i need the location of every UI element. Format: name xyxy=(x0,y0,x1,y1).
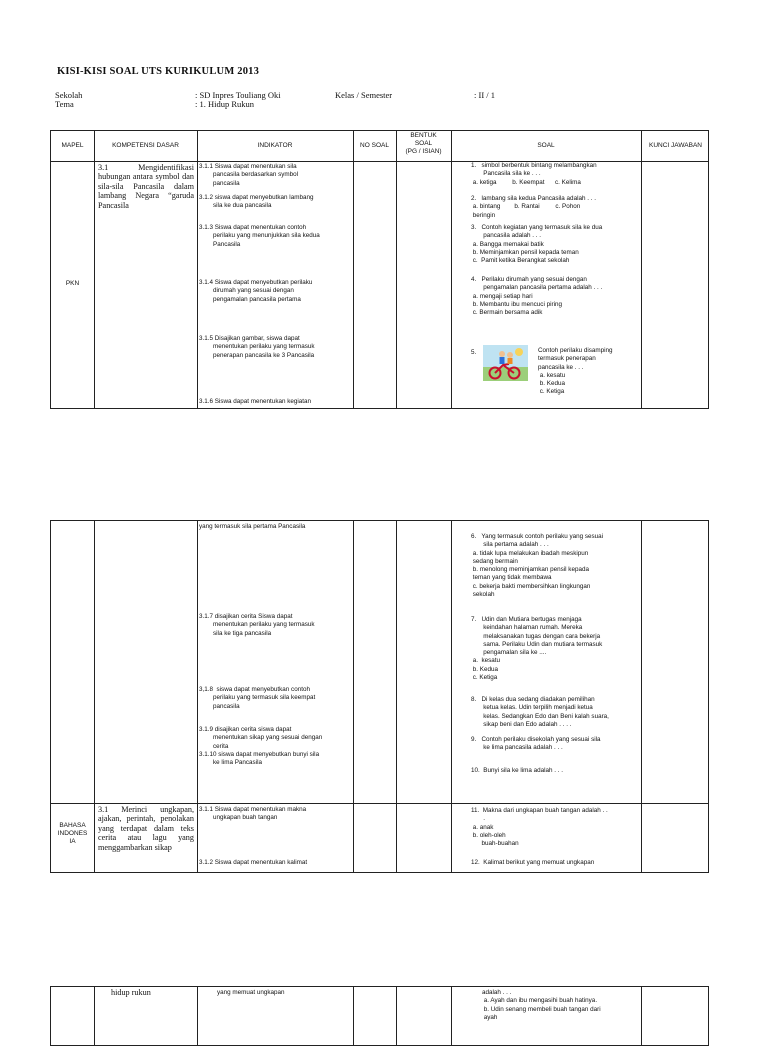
tema-label: Tema xyxy=(55,99,74,109)
indikator-3-1-5: 3.1.5 Disajikan gambar, siswa dapat menentukan perilaku yang termasuk penerapan pancasila ke 3 Pancasila xyxy=(199,335,315,359)
soal-2: 2. lambang sila kedua Pancasila adalah . . . a. bintang b. Rantai c. Pohon beringin xyxy=(471,195,596,219)
indikator-3-1-9: 3.1.9 disajikan cerita siswa dapat menentukan sikap yang sesuai dengan cerita 3.1.10 siswa dapat menyebutkan bunyi sila ke lima Pancasila xyxy=(199,726,323,767)
header-bentuk-soal: BENTUK SOAL (PG / ISIAN) xyxy=(405,132,442,155)
sekolah-label: Sekolah xyxy=(55,90,83,100)
header-kompetensi-dasar: KOMPETENSI DASAR xyxy=(112,142,179,149)
kompetensi-dasar-3-1: 3.1 Mengidentifikasi hubungan antara symbol dan sila-sila Pancasila dalam lambang Negara “garuda Pancasila xyxy=(98,163,194,210)
kompetensi-dasar-bi-cont: hidup rukun xyxy=(111,988,151,997)
header-indikator: INDIKATOR xyxy=(257,142,293,149)
soal-9: 9. Contoh perilaku disekolah yang sesuai sila ke lima pancasila adalah . . . xyxy=(471,736,601,752)
soal-5: Contoh perilaku disamping termasuk penerapan pancasila ke . . . a. kesatu b. Kedua c. Ketiga xyxy=(538,347,613,396)
soal-6: 6. Yang termasuk contoh perilaku yang sesuai sila pertama adalah . . . a. tidak lupa melakukan ibadah meskipun sedang bermain b. menolong meminjamkan pensil kepada teman yang tidak membawa c. bekerja bakti membersihkan lingkungan sekolah xyxy=(471,533,604,599)
soal-10: 10. Bunyi sila ke lima adalah . . . xyxy=(471,767,564,774)
children-cycling-illustration xyxy=(483,345,528,381)
indikator-3-1-7: 3.1.7 disajikan cerita Siswa dapat menentukan perilaku yang termasuk sila ke tiga pancasila xyxy=(199,613,315,637)
soal-12-cont: adalah . . . a. Ayah dan ibu mengasihi buah hatinya. b. Udin senang membeli buah tangan dari ayah xyxy=(482,989,601,1021)
indikator-3-1-8: 3,1.8 siswa dapat menyebutkan contoh perilaku yang termasuk sila keempat pancasila xyxy=(199,686,316,710)
indikator-3-1-1: 3.1.1 Siswa dapat menentukan sila pancasila berdasarkan symbol pancasila xyxy=(199,163,299,187)
soal-3: 3. Contoh kegiatan yang termasuk sila ke dua pancasila adalah . . . a. Bangga memakai batik b. Meminjamkan pensil kepada teman c. Pamit ketika Berangkat sekolah xyxy=(471,224,603,265)
table-page-1 xyxy=(50,130,709,409)
kompetensi-dasar-bi-3-1: 3.1 Merinci ungkapan, ajakan, perintah, penolakan yang terdapat dalam teks cerita atau lagu yang menggambarkan sikap xyxy=(98,805,194,852)
header-mapel: MAPEL xyxy=(61,142,84,149)
mapel-pkn: PKN xyxy=(65,280,80,287)
soal-4: 4. Perilaku dirumah yang sesuai dengan pengamalan pancasila pertama adalah . . . a. mengaji setiap hari b. Membantu ibu mencuci piring c. Bermain bersama adik xyxy=(471,276,603,317)
indikator-3-1-6: 3.1.6 Siswa dapat menentukan kegiatan xyxy=(199,398,312,405)
soal-11: 11. Makna dari ungkapan buah tangan adalah . . . a. anak b. oleh-oleh buah-buahan xyxy=(471,807,608,848)
indikator-3-1-3: 3.1.3 Siswa dapat menentukan contoh perilaku yang menunjukkan sila kedua Pancasila xyxy=(199,224,320,248)
indikator-3-1-4: 3.1.4 Siswa dapat menyebutkan perilaku dirumah yang sesuai dengan pengamalan pancasila pertama xyxy=(199,279,313,303)
sekolah-value: : SD Inpres Touliang Oki xyxy=(195,90,281,100)
tema-value: : 1. Hidup Rukun xyxy=(195,99,255,109)
indikator-3-1-6-cont: yang termasuk sila pertama Pancasila xyxy=(199,523,306,530)
soal-7: 7. Udin dan Mutiara bertugas menjaga keindahan halaman rumah. Mereka melaksanakan tugas dengan cara bekerja sama. Perilaku Udin dan mutiara termasuk pengamalan sila ke .... a. kesatu b. Kedua c. Ketiga xyxy=(471,616,603,682)
soal-1: 1. simbol berbentuk bintang melambangkan Pancasila sila ke . . . a. ketiga b. Keempat c. Kelima xyxy=(471,162,597,186)
document-title: KISI-KISI SOAL UTS KURIKULUM 2013 xyxy=(57,66,260,77)
soal-5-number: 5. xyxy=(471,349,477,356)
indikator-bi-3-1-2-cont: yang memuat ungkapan xyxy=(217,989,285,996)
soal-8: 8. Di kelas dua sedang diadakan pemilihan ketua kelas. Udin terpilih menjadi ketua kelas. Sedangkan Edo dan Beni kalah suara, sikap beni dan Edo adalah . . . . xyxy=(471,696,609,728)
kelas-value: : II / 1 xyxy=(474,90,496,100)
header-no-soal: NO SOAL xyxy=(360,142,389,149)
table-page-3 xyxy=(50,986,709,1046)
header-soal: SOAL xyxy=(537,142,555,149)
indikator-bi-3-1-1: 3.1.1 Siswa dapat menentukan makna ungkapan buah tangan xyxy=(199,806,307,822)
header-kunci-jawaban: KUNCI JAWABAN xyxy=(649,142,702,149)
mapel-bahasa-indonesia: BAHASA INDONES IA xyxy=(57,822,88,845)
soal-12: 12. Kalimat berikut yang memuat ungkapan xyxy=(471,859,595,866)
table-page-2 xyxy=(50,520,709,873)
indikator-bi-3-1-2: 3.1.2 Siswa dapat menentukan kalimat xyxy=(199,859,308,866)
indikator-3-1-2: 3.1.2 siswa dapat menyebutkan lambang sila ke dua pancasila xyxy=(199,194,314,210)
kelas-label: Kelas / Semester xyxy=(335,90,393,100)
